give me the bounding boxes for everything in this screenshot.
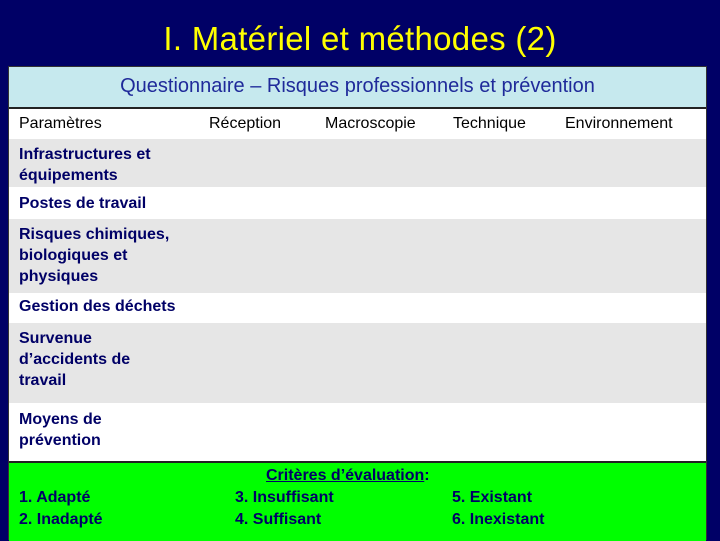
criterion-3: 3. Insuffisant	[235, 489, 334, 506]
column-header-environnement: Environnement	[565, 115, 673, 132]
table-row	[9, 139, 706, 187]
slide-title: I. Matériel et méthodes (2)	[163, 20, 557, 57]
column-header-macroscopie: Macroscopie	[325, 115, 416, 132]
column-header-parametres: Paramètres	[19, 115, 102, 132]
table-row	[9, 403, 706, 461]
table-row	[9, 187, 706, 219]
table-row	[9, 219, 706, 293]
criterion-6: 6. Inexistant	[452, 511, 545, 528]
questionnaire-panel	[8, 66, 707, 540]
row-label-dechets: Gestion des déchets	[19, 298, 176, 315]
criterion-2: 2. Inadapté	[19, 511, 103, 528]
criteria-colon: :	[424, 467, 430, 484]
column-header-technique: Technique	[453, 115, 526, 132]
column-header-reception: Réception	[209, 115, 282, 132]
evaluation-criteria	[9, 461, 706, 541]
criterion-1: 1. Adapté	[19, 489, 91, 506]
column-headers	[9, 109, 706, 139]
row-label-infrastructures: Infrastructures et équipements	[19, 146, 151, 184]
table-row	[9, 323, 706, 403]
questionnaire-header: Questionnaire – Risques professionnels et prévention	[9, 67, 706, 109]
criterion-5: 5. Existant	[452, 489, 533, 506]
table-row	[9, 293, 706, 323]
criteria-heading: Critères d’évaluation	[266, 467, 425, 484]
criteria-heading-line	[266, 467, 430, 485]
row-label-prevention: Moyens de prévention	[19, 411, 102, 449]
row-label-postes: Postes de travail	[19, 195, 147, 212]
criterion-4: 4. Suffisant	[235, 511, 322, 528]
row-label-accidents: Survenue d’accidents de travail	[19, 330, 131, 389]
row-label-risques: Risques chimiques, biologiques et physiques	[19, 226, 170, 285]
